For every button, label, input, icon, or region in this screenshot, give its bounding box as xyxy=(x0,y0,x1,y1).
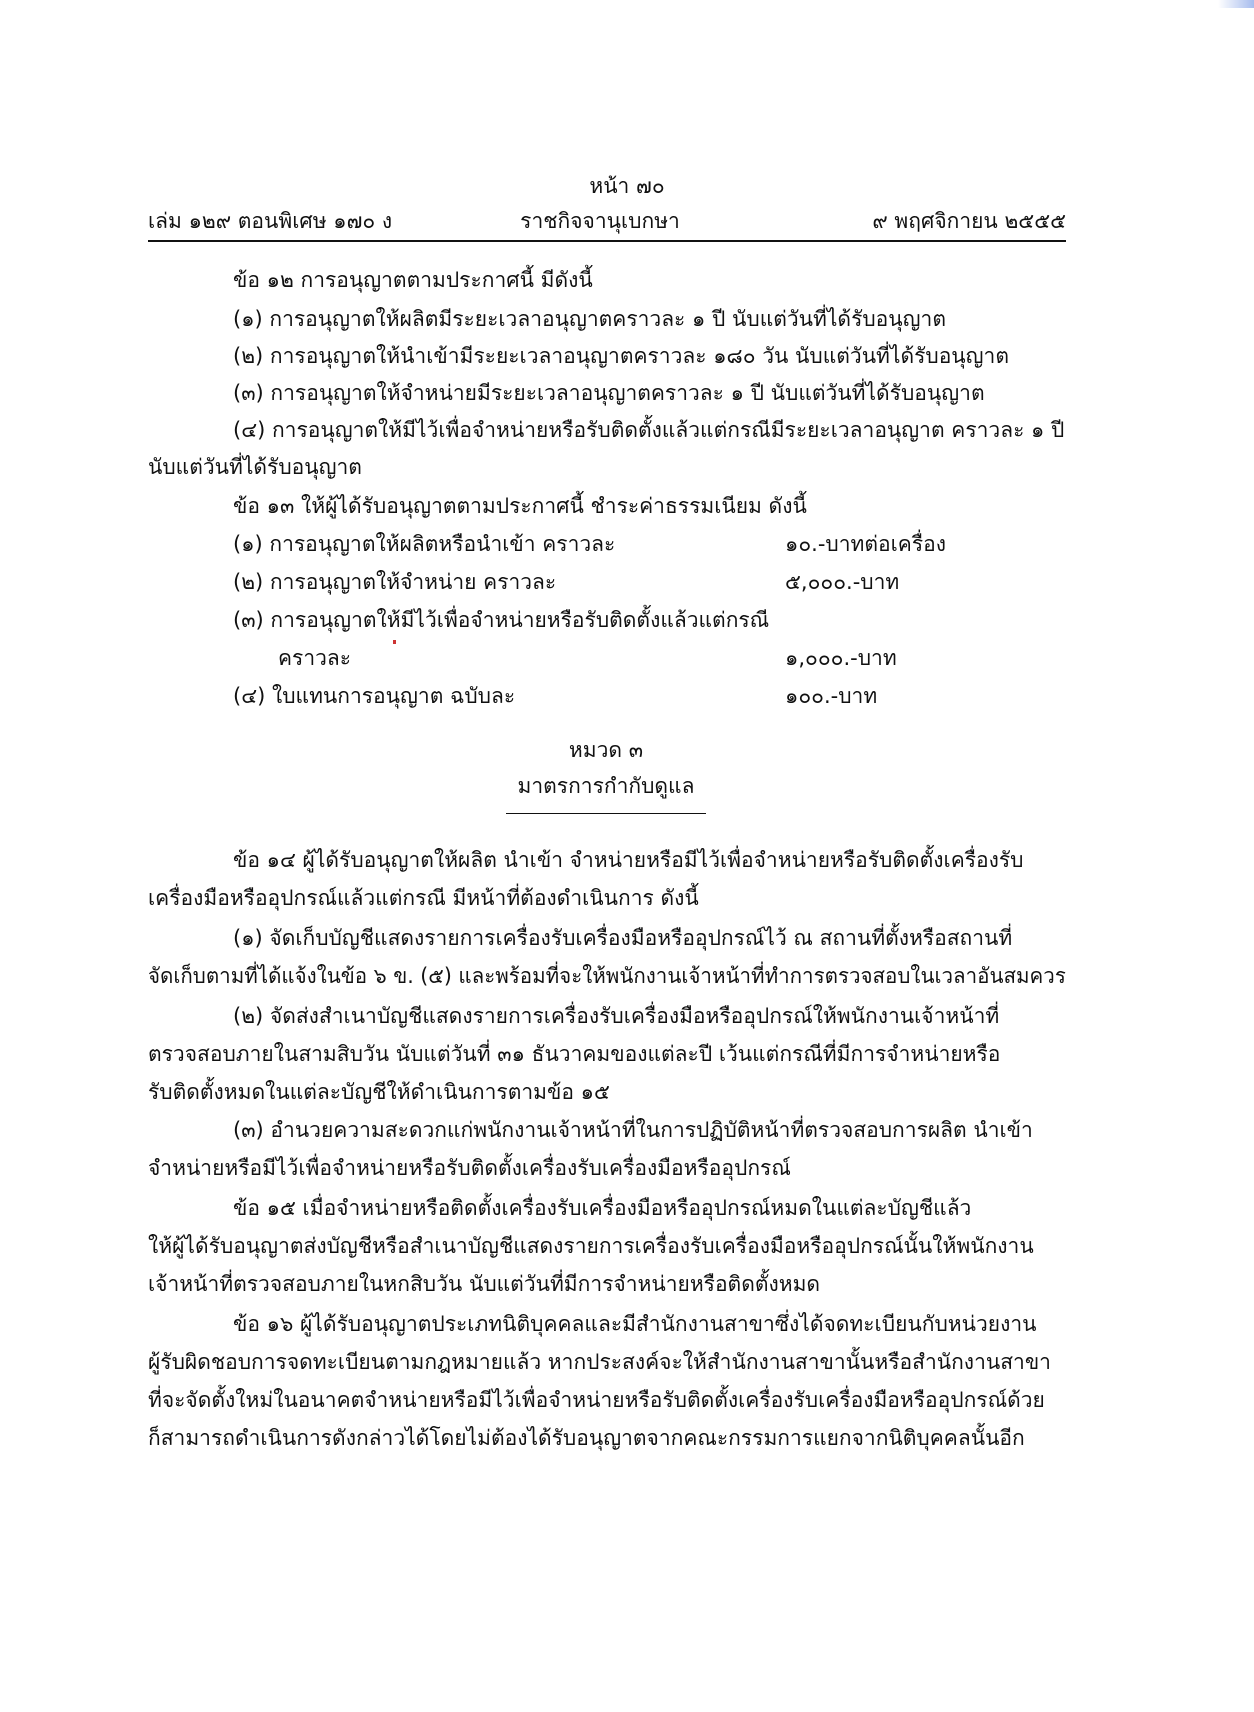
clause-14-line-3: (๑) จัดเก็บบัญชีแสดงรายการเครื่องรับเครื่องมือหรืออุปกรณ์ไว้ ณ สถานที่ตั้งหรือสถานที่ xyxy=(233,926,1013,950)
clause-14-line-2: เครื่องมือหรืออุปกรณ์แล้วแต่กรณี มีหน้าที่ต้องดำเนินการ ดังนี้ xyxy=(148,886,699,910)
fee-item-4-amount: ๑๐๐.-บาท xyxy=(785,684,878,708)
clause-16-line-4: ก็สามารถดำเนินการดังกล่าวได้โดยไม่ต้องได้รับอนุญาตจากคณะกรรมการแยกจากนิติบุคคลนั้นอีก xyxy=(148,1426,1025,1450)
clause-12-item-4: (๔) การอนุญาตให้มีไว้เพื่อจำหน่ายหรือรับติดตั้งแล้วแต่กรณีมีระยะเวลาอนุญาต คราวละ ๑ ปี xyxy=(233,418,1065,442)
stray-red-mark xyxy=(393,640,396,644)
gazette-volume: เล่ม ๑๒๙ ตอนพิเศษ ๑๗๐ ง xyxy=(148,209,393,233)
clause-14-line-8: (๓) อำนวยความสะดวกแก่พนักงานเจ้าหน้าที่ในการปฏิบัติหน้าที่ตรวจสอบการผลิต นำเข้า xyxy=(233,1118,1033,1142)
clause-16-line-2: ผู้รับผิดชอบการจดทะเบียนตามกฎหมายแล้ว หากประสงค์จะให้สำนักงานสาขานั้นหรือสำนักงานสาขา xyxy=(148,1350,1051,1374)
clause-14-line-7: รับติดตั้งหมดในแต่ละบัญชีให้ดำเนินการตามข้อ ๑๕ xyxy=(148,1080,610,1104)
section-rule xyxy=(506,813,706,814)
clause-15-line-3: เจ้าหน้าที่ตรวจสอบภายในหกสิบวัน นับแต่วันที่มีการจำหน่ายหรือติดตั้งหมด xyxy=(148,1272,821,1296)
clause-16-line-3: ที่จะจัดตั้งใหม่ในอนาคตจำหน่ายหรือมีไว้เพื่อจำหน่ายหรือรับติดตั้งเครื่องรับเครื่องมือหรืออุปกรณ์ด้วย xyxy=(148,1388,1045,1412)
fee-item-3-amount: ๑,๐๐๐.-บาท xyxy=(785,646,897,670)
clause-13-heading: ข้อ ๑๓ ให้ผู้ได้รับอนุญาตตามประกาศนี้ ชำระค่าธรรมเนียม ดังนี้ xyxy=(233,494,807,518)
scan-corner-mark xyxy=(1218,0,1254,8)
clause-12-item-1: (๑) การอนุญาตให้ผลิตมีระยะเวลาอนุญาตคราวละ ๑ ปี นับแต่วันที่ได้รับอนุญาต xyxy=(233,307,946,331)
page-number: หน้า ๗๐ xyxy=(589,174,665,198)
fee-item-3-label-cont: คราวละ xyxy=(278,646,352,670)
clause-15-line-2: ให้ผู้ได้รับอนุญาตส่งบัญชีหรือสำเนาบัญชีแสดงรายการเครื่องรับเครื่องมือหรืออุปกรณ์นั้นให้พนักงาน xyxy=(148,1234,1034,1258)
gazette-title: ราชกิจจานุเบกษา xyxy=(520,209,680,233)
fee-item-3-label: (๓) การอนุญาตให้มีไว้เพื่อจำหน่ายหรือรับติดตั้งแล้วแต่กรณี xyxy=(233,608,770,632)
clause-14-line-1: ข้อ ๑๔ ผู้ได้รับอนุญาตให้ผลิต นำเข้า จำหน่ายหรือมีไว้เพื่อจำหน่ายหรือรับติดตั้งเครื่องรับ xyxy=(233,848,1024,872)
clause-12-item-4-cont: นับแต่วันที่ได้รับอนุญาต xyxy=(148,455,362,479)
clause-12-item-3: (๓) การอนุญาตให้จำหน่ายมีระยะเวลาอนุญาตคราวละ ๑ ปี นับแต่วันที่ได้รับอนุญาต xyxy=(233,381,985,405)
clause-12-item-2: (๒) การอนุญาตให้นำเข้ามีระยะเวลาอนุญาตคราวละ ๑๘๐ วัน นับแต่วันที่ได้รับอนุญาต xyxy=(233,344,1009,368)
clause-15-line-1: ข้อ ๑๕ เมื่อจำหน่ายหรือติดตั้งเครื่องรับเครื่องมือหรืออุปกรณ์หมดในแต่ละบัญชีแล้ว xyxy=(233,1196,972,1220)
fee-item-2-label: (๒) การอนุญาตให้จำหน่าย คราวละ xyxy=(233,570,557,594)
fee-item-1-label: (๑) การอนุญาตให้ผลิตหรือนำเข้า คราวละ xyxy=(233,532,616,556)
clause-14-line-9: จำหน่ายหรือมีไว้เพื่อจำหน่ายหรือรับติดตั้งเครื่องรับเครื่องมือหรืออุปกรณ์ xyxy=(148,1156,791,1180)
clause-14-line-5: (๒) จัดส่งสำเนาบัญชีแสดงรายการเครื่องรับเครื่องมือหรืออุปกรณ์ให้พนักงานเจ้าหน้าที่ xyxy=(233,1004,1000,1028)
fee-item-2-amount: ๕,๐๐๐.-บาท xyxy=(785,570,900,594)
section-number: หมวด ๓ xyxy=(568,738,644,762)
section-title: มาตรการกำกับดูแล xyxy=(517,774,695,798)
header-rule xyxy=(148,240,1066,242)
clause-16-line-1: ข้อ ๑๖ ผู้ได้รับอนุญาตประเภทนิติบุคคลและมีสำนักงานสาขาซึ่งได้จดทะเบียนกับหน่วยงาน xyxy=(233,1312,1037,1336)
clause-14-line-6: ตรวจสอบภายในสามสิบวัน นับแต่วันที่ ๓๑ ธันวาคมของแต่ละปี เว้นแต่กรณีที่มีการจำหน่ายหรือ xyxy=(148,1042,1001,1066)
fee-item-1-amount: ๑๐.-บาทต่อเครื่อง xyxy=(785,532,946,556)
clause-14-line-4: จัดเก็บตามที่ได้แจ้งในข้อ ๖ ข. (๕) และพร้อมที่จะให้พนักงานเจ้าหน้าที่ทำการตรวจสอบในเวลาอันสมควร xyxy=(148,964,1066,988)
clause-12-heading: ข้อ ๑๒ การอนุญาตตามประกาศนี้ มีดังนี้ xyxy=(233,268,593,292)
fee-item-4-label: (๔) ใบแทนการอนุญาต ฉบับละ xyxy=(233,684,516,708)
gazette-date: ๙ พฤศจิกายน ๒๕๕๕ xyxy=(872,209,1066,233)
